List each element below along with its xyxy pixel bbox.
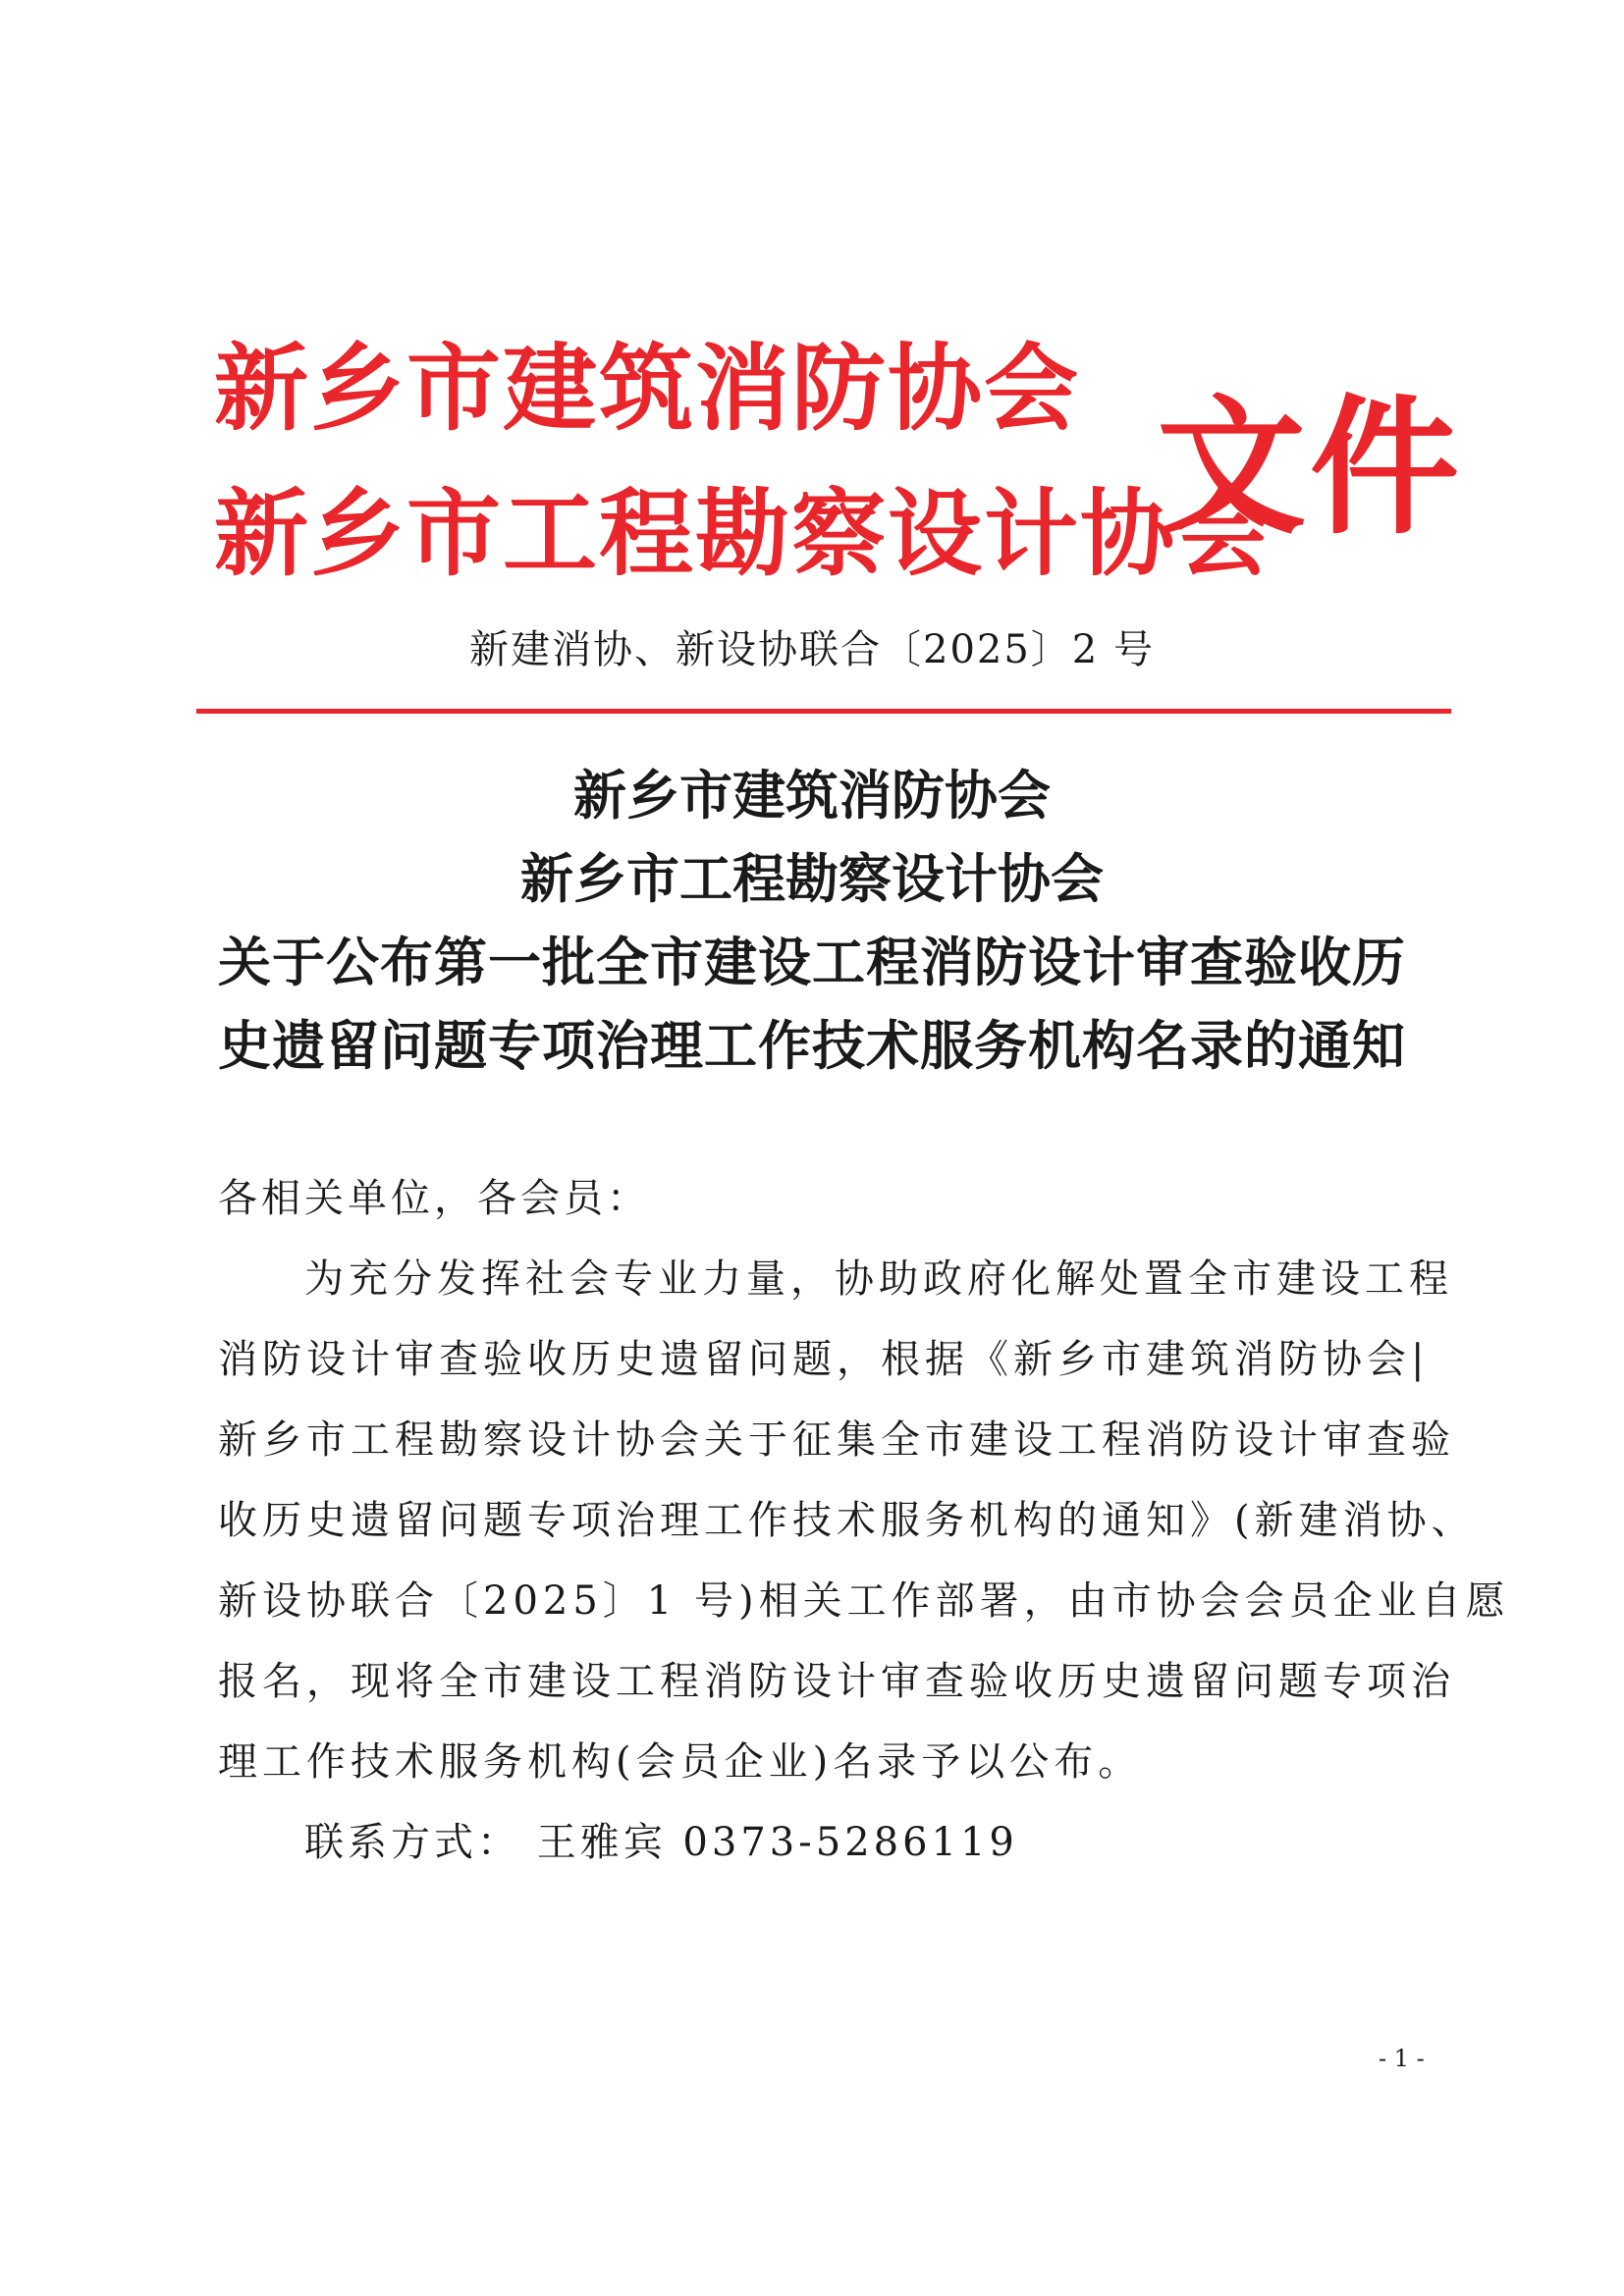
issuer-name-survey-design-association: 新乡市工程勘察设计协会 — [214, 479, 1272, 589]
document-word: 文件 — [1157, 381, 1463, 555]
salutation: 各相关单位，各会员： — [218, 1176, 650, 1221]
paragraph-line: 报名，现将全市建设工程消防设计审查验收历史遗留问题专项治 — [218, 1659, 1455, 1704]
paragraph-line: 收历史遗留问题专项治理工作技术服务机构的通知》(新建消协、 — [218, 1498, 1476, 1543]
contact-info: 联系方式： 王雅宾 0373-5286119 — [304, 1820, 1018, 1865]
issuer-name-fire-protection-association: 新乡市建筑消防协会 — [214, 334, 1080, 444]
title-line-1: 新乡市建筑消防协会 — [573, 764, 1051, 827]
document-number: 新建消协、新设协联合〔2025〕2 号 — [469, 627, 1155, 672]
paragraph-line: 理工作技术服务机构(会员企业)名录予以公布。 — [218, 1739, 1143, 1785]
red-divider-line — [196, 709, 1451, 714]
paragraph-line: 新设协联合〔2025〕1 号)相关工作部署，由市协会会员企业自愿 — [218, 1578, 1510, 1624]
document-title — [0, 754, 1624, 1088]
title-line-4: 史遗留问题专项治理工作技术服务机构名录的通知 — [218, 1014, 1406, 1077]
title-line-3: 关于公布第一批全市建设工程消防设计审查验收历 — [218, 931, 1406, 993]
issuer-block — [214, 316, 1272, 607]
body-paragraph — [218, 1239, 1510, 1802]
paragraph-line: 为充分发挥社会专业力量，协助政府化解处置全市建设工程 — [304, 1256, 1453, 1302]
document-body — [218, 1158, 1510, 1883]
page-number: - 1 - — [1379, 2045, 1425, 2072]
paragraph-line: 新乡市工程勘察设计协会关于征集全市建设工程消防设计审查验 — [218, 1417, 1455, 1463]
title-line-2: 新乡市工程勘察设计协会 — [520, 847, 1104, 910]
paragraph-line: 消防设计审查验收历史遗留问题，根据《新乡市建筑消防协会| — [218, 1337, 1430, 1382]
